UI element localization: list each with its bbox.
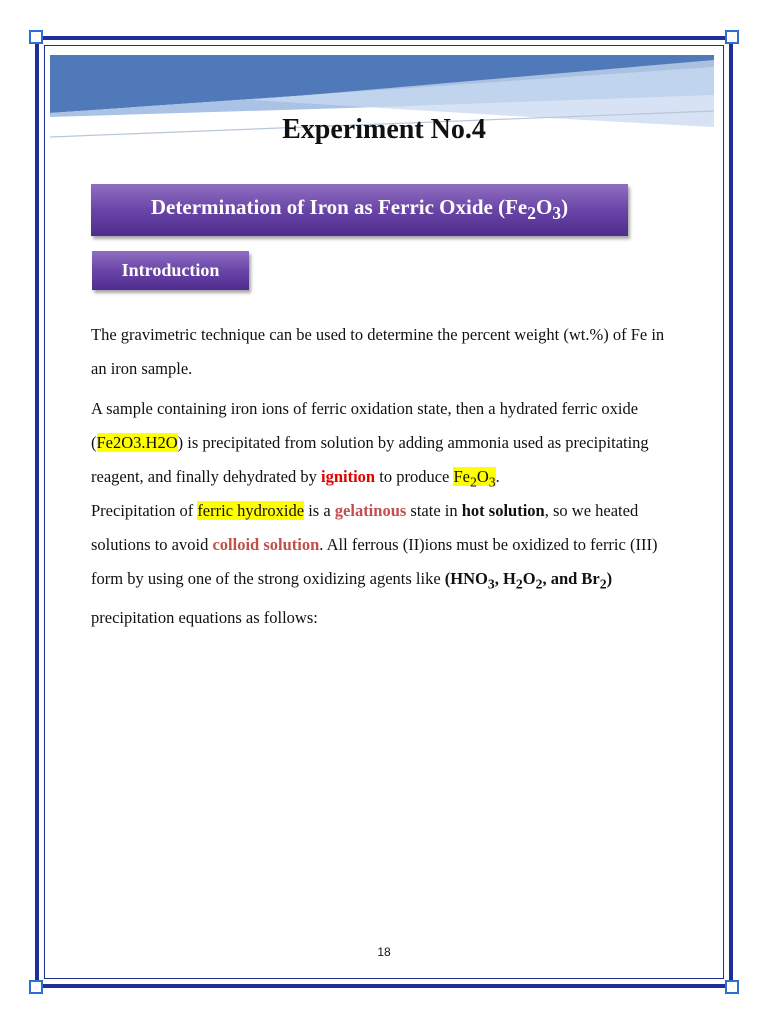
paragraph-2: A sample containing iron ions of ferric oxidation state, then a hydrated ferric oxide (Fe2O3.H2O) is precipitated from solution by adding ammonia used as precipitating reagent, and finally dehydrated by ignition to produce $Fe_2O_3$. — [91, 399, 649, 490]
highlight-formula-fe2o3: $Fe_2O_3$ — [453, 467, 496, 490]
corner-ornament-bottom-left — [29, 980, 43, 994]
paragraph-3: Precipitation of ferric hydroxide is a gelatinous state in hot solution, so we heated solutions to avoid colloid solution. All ferrous (II)ions must be oxidized to ferric (III) form by using one of the strong oxidizing agents like ($HNO_3$, $H_2O_2$, and $Br_2$) precipitation equations as follows: — [91, 501, 658, 628]
oxidizing-agents-list: ($HNO_3$, $H_2O_2$, and $Br_2$) — [444, 569, 613, 592]
corner-ornament-bottom-right — [725, 980, 739, 994]
page-title: Experiment No.4 — [282, 114, 486, 145]
keyword-ignition: ignition — [321, 467, 376, 486]
experiment-heading — [91, 184, 628, 236]
keyword-colloid-solution: colloid solution — [212, 535, 320, 554]
section-heading-introduction: Introduction — [92, 251, 249, 290]
corner-ornament-top-right — [725, 30, 739, 44]
page-number: 18 — [377, 945, 391, 959]
heading-text: Determination of Iron as Ferric Oxide $(Fe_2O_3)$ — [150, 195, 569, 224]
highlight-ferric-hydroxide: ferric hydroxide — [197, 501, 305, 520]
keyword-gelatinous: gelatinous — [334, 501, 407, 520]
keyword-hot-solution: hot solution — [461, 501, 545, 520]
paragraph-1: The gravimetric technique can be used to determine the percent weight (wt.%) of Fe in an iron sample. — [91, 325, 665, 378]
corner-ornament-top-left — [29, 30, 43, 44]
highlight-formula-hydrate: Fe2O3.H2O — [96, 433, 178, 452]
